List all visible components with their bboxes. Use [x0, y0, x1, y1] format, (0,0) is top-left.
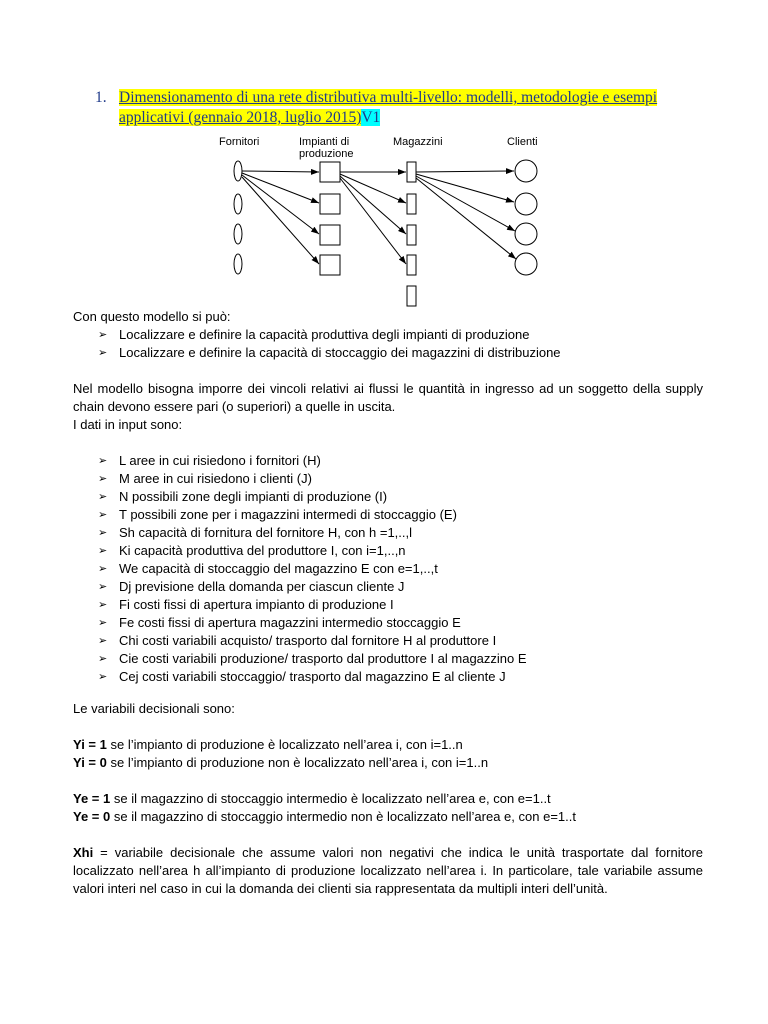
section-number: 1.	[95, 89, 107, 106]
list-item: ➢ Cie costi variabili produzione/ trasporto dal produttore I al magazzino E	[98, 651, 527, 666]
list-item: ➢ Chi costi variabili acquisto/ trasporto dal fornitore H al produttore I	[98, 633, 497, 648]
client-node	[515, 160, 537, 182]
list-item: ➢ N possibili zone degli impianti di produzione (I)	[98, 489, 388, 504]
arrow-bullet-icon: ➢	[98, 491, 108, 503]
list-item: ➢ Fe costi fissi di apertura magazzini intermedio stoccaggio E	[98, 615, 461, 630]
client-node	[515, 193, 537, 215]
decision-title: Le variabili decisionali sono:	[73, 701, 235, 716]
flow-arrow	[242, 175, 319, 234]
diagram-label-suppliers: Fornitori	[219, 136, 260, 148]
inputs-list	[73, 452, 703, 686]
xhi-paragraph: Xhi = variabile decisionale che assume valori non negativi che indica le unità trasportate dal fornitore localizzato nell’area h all’impianto di produzione localizzato nell’area i. In particolare, tale variabile assume valori interi nel caso in cui la domanda dei clienti sia rappresentata da multipli interi dell’unità.	[73, 845, 703, 896]
plant-node	[320, 162, 340, 182]
arrow-bullet-icon: ➢	[98, 671, 108, 683]
ye-1-line: Ye = 1 se il magazzino di stoccaggio intermedio è localizzato nell’area e, con e=1..t	[73, 791, 551, 806]
arrow-bullet-icon: ➢	[98, 527, 108, 539]
list-item: ➢ Fi costi fissi di apertura impianto di produzione I	[98, 597, 394, 612]
flow-arrow	[242, 177, 319, 264]
intro-list	[73, 326, 703, 362]
list-item: ➢ Dj previsione della domanda per ciascun cliente J	[98, 579, 405, 594]
list-item: ➢ T possibili zone per i magazzini intermedi di stoccaggio (E)	[98, 507, 457, 522]
flow-arrow	[416, 174, 514, 202]
arrow-bullet-icon: ➢	[98, 455, 108, 467]
arrow-bullet-icon: ➢	[98, 563, 108, 575]
network-diagram-svg	[215, 130, 555, 310]
arrow-bullet-icon: ➢	[98, 329, 108, 341]
plant-node	[320, 225, 340, 245]
flow-arrow	[340, 176, 406, 234]
arrow-bullet-icon: ➢	[98, 599, 108, 611]
decision-section	[73, 700, 703, 898]
arrow-bullet-icon: ➢	[98, 635, 108, 647]
list-item: ➢ Sh capacità di fornitura del fornitore H, con h =1,..,l	[98, 525, 413, 540]
arrow-bullet-icon: ➢	[98, 347, 108, 359]
ye-0-line: Ye = 0 se il magazzino di stoccaggio intermedio non è localizzato nell’area e, con e=1..t	[73, 809, 576, 824]
network-diagram	[215, 130, 555, 310]
flow-arrow	[340, 178, 406, 264]
supplier-node	[234, 224, 242, 244]
list-item: ➢ Localizzare e definire la capacità produttiva degli impianti di produzione	[98, 327, 530, 342]
supplier-node	[234, 194, 242, 214]
flow-arrow	[242, 171, 319, 172]
intro-title: Con questo modello si può:	[73, 309, 231, 324]
list-item: ➢ Cej costi variabili stoccaggio/ trasporto dal magazzino E al cliente J	[98, 669, 506, 684]
client-node	[515, 223, 537, 245]
supplier-node	[234, 161, 242, 181]
diagram-label-plants: Impianti di produzione	[299, 136, 354, 160]
plant-node	[320, 255, 340, 275]
diagram-label-clients: Clienti	[507, 136, 538, 148]
flow-arrow	[416, 171, 514, 172]
diagram-label-warehouses: Magazzini	[393, 136, 443, 148]
flow-arrow	[340, 174, 406, 203]
plant-node	[320, 194, 340, 214]
model-paragraph: Nel modello bisogna imporre dei vincoli relativi ai flussi le quantità in ingresso ad un soggetto della supply chain devono essere pari (o superiori) a quelle in uscita.	[73, 381, 703, 414]
intro-section	[73, 308, 703, 362]
list-item: ➢ We capacità di stoccaggio del magazzino E con e=1,..,t	[98, 561, 438, 576]
list-item: ➢ Ki capacità produttiva del produttore I, con i=1,..,n	[98, 543, 406, 558]
model-section	[73, 380, 703, 686]
yi-1-line: Yi = 1 se l’impianto di produzione è localizzato nell’area i, con i=1..n	[73, 737, 463, 752]
client-node	[515, 253, 537, 275]
warehouse-node	[407, 225, 416, 245]
inputs-title: I dati in input sono:	[73, 417, 183, 432]
arrow-bullet-icon: ➢	[98, 509, 108, 521]
arrow-bullet-icon: ➢	[98, 581, 108, 593]
yi-0-line: Yi = 0 se l’impianto di produzione non è localizzato nell’area i, con i=1..n	[73, 755, 489, 770]
warehouse-node	[407, 194, 416, 214]
list-item: ➢ Localizzare e definire la capacità di stoccaggio dei magazzini di distribuzione	[98, 345, 561, 360]
flow-arrow	[416, 178, 516, 259]
list-item: ➢ M aree in cui risiedono i clienti (J)	[98, 471, 312, 486]
warehouse-node	[407, 162, 416, 182]
arrow-bullet-icon: ➢	[98, 617, 108, 629]
warehouse-node	[407, 286, 416, 306]
arrow-bullet-icon: ➢	[98, 545, 108, 557]
flow-arrow	[242, 173, 319, 203]
warehouse-node	[407, 255, 416, 275]
flow-arrow	[416, 176, 515, 231]
arrow-bullet-icon: ➢	[98, 473, 108, 485]
section-title-wrapper	[119, 88, 699, 128]
arrow-bullet-icon: ➢	[98, 653, 108, 665]
version-tag: V1	[361, 109, 381, 126]
supplier-node	[234, 254, 242, 274]
section-title: Dimensionamento di una rete distributiva multi-livello: modelli, metodologie e esempi applicativi (gennaio 2018, luglio 2015)	[119, 89, 658, 126]
list-item: ➢ L aree in cui risiedono i fornitori (H)	[98, 453, 321, 468]
